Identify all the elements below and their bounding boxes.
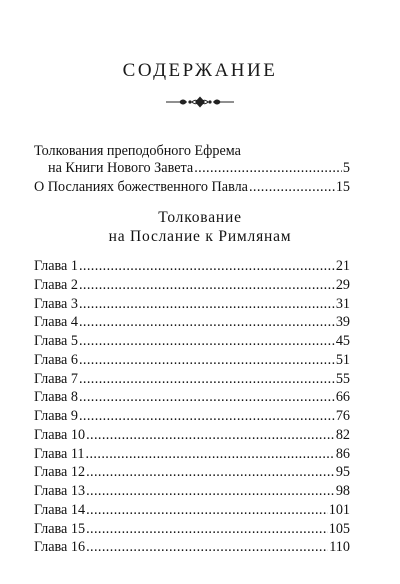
page-number: 76 <box>335 408 350 424</box>
dot-leader <box>86 501 328 520</box>
chapter-entry[interactable] <box>34 257 350 276</box>
chapter-list <box>34 257 350 557</box>
ornament-divider-icon <box>165 95 235 109</box>
dot-leader <box>79 257 335 276</box>
chapter-entry[interactable] <box>34 538 350 557</box>
chapter-entry[interactable] <box>34 332 350 351</box>
page-number: 55 <box>335 370 350 387</box>
page-number: 51 <box>335 351 350 368</box>
dot-leader <box>249 179 335 196</box>
toc-entry-label: Толкования преподобного Ефрема <box>34 143 241 159</box>
chapter-label: Глава 1 <box>34 258 78 274</box>
chapter-label: Глава 5 <box>34 333 78 349</box>
section-title: Толкование <box>158 209 242 226</box>
chapter-label: Глава 13 <box>34 483 86 499</box>
page-number: 105 <box>328 520 350 537</box>
chapter-label: Глава 9 <box>34 408 78 424</box>
page-number: 98 <box>335 483 350 499</box>
chapter-label: Глава 3 <box>34 295 78 312</box>
chapter-entry[interactable] <box>34 295 350 314</box>
chapter-entry[interactable] <box>34 520 350 539</box>
page-number: 5 <box>342 160 350 176</box>
chapter-entry[interactable] <box>34 370 350 389</box>
chapter-label: Глава 7 <box>34 370 78 387</box>
chapter-label: Глава 12 <box>34 464 86 481</box>
chapter-entry[interactable] <box>34 407 350 426</box>
toc-entry-label: О Посланиях божественного Павла <box>34 179 248 195</box>
chapter-label: Глава 6 <box>34 351 78 368</box>
dot-leader <box>86 445 335 464</box>
chapter-label: Глава 8 <box>34 389 78 406</box>
page-number: 86 <box>335 445 350 462</box>
toc-entry-efrem[interactable] <box>34 143 350 177</box>
dot-leader <box>86 463 335 482</box>
chapter-label: Глава 2 <box>34 276 78 293</box>
dot-leader <box>86 426 335 445</box>
dot-leader <box>86 520 328 539</box>
dot-leader <box>79 407 335 426</box>
dot-leader <box>86 482 335 501</box>
chapter-label: Глава 4 <box>34 314 78 331</box>
chapter-label: Глава 14 <box>34 501 86 518</box>
dot-leader <box>79 370 335 389</box>
page-number: 95 <box>335 464 350 481</box>
dot-leader <box>194 160 342 177</box>
chapter-label: Глава 10 <box>34 426 86 443</box>
chapter-entry[interactable] <box>34 463 350 482</box>
toc-entry-label-continued: на Книги Нового Завета <box>48 160 194 176</box>
dot-leader <box>79 313 335 332</box>
chapter-entry[interactable] <box>34 501 350 520</box>
page-number: 39 <box>335 314 350 331</box>
page-number: 15 <box>335 179 350 195</box>
chapter-entry[interactable] <box>34 276 350 295</box>
page-number: 31 <box>335 295 350 312</box>
chapter-entry[interactable] <box>34 351 350 370</box>
page-number: 66 <box>335 389 350 406</box>
chapter-label: Глава 15 <box>34 520 86 537</box>
dot-leader <box>79 295 335 314</box>
chapter-label: Глава 16 <box>34 539 86 556</box>
dot-leader <box>79 276 335 295</box>
dot-leader <box>79 351 335 370</box>
dot-leader <box>86 538 328 557</box>
chapter-entry[interactable] <box>34 388 350 407</box>
page-number: 101 <box>328 501 350 518</box>
chapter-entry[interactable] <box>34 445 350 464</box>
toc-entry-pavel[interactable] <box>34 179 350 196</box>
dot-leader <box>79 388 335 407</box>
page-title: СОДЕРЖАНИЕ <box>122 60 278 81</box>
chapter-entry[interactable] <box>34 482 350 501</box>
chapter-entry[interactable] <box>34 313 350 332</box>
page-number: 45 <box>335 333 350 349</box>
page-number: 110 <box>329 539 350 556</box>
section-subtitle: на Послание к Римлянам <box>108 228 292 245</box>
dot-leader <box>79 332 335 351</box>
page-number: 21 <box>335 258 350 274</box>
page-number: 29 <box>335 276 350 293</box>
page-number: 82 <box>335 426 350 443</box>
chapter-entry[interactable] <box>34 426 350 445</box>
chapter-label: Глава 11 <box>34 445 85 462</box>
